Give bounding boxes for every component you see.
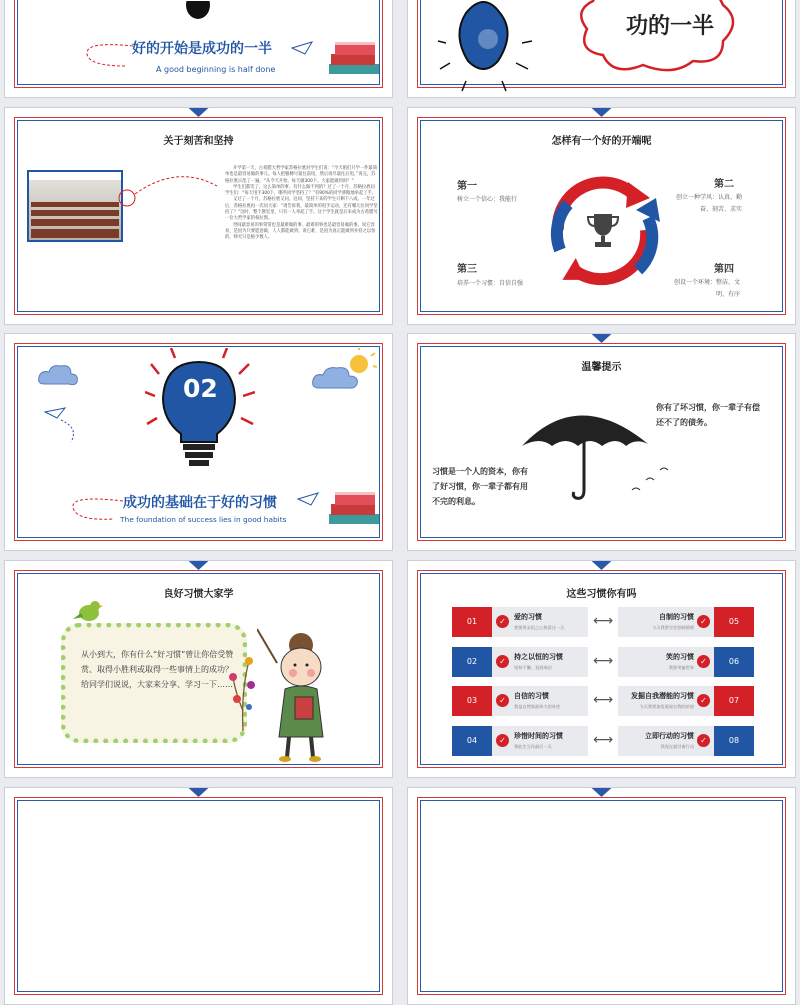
header-tab — [188, 787, 210, 797]
story-paragraph: 又过了一个月，苏格拉底又问，这回，坚持下来的学生只剩下八成。一年过后，苏格拉底再一次问大家：“请告诉我，最简单的甩手运动，还有哪几位同学坚持了？”这时，整个教室里，只有一人举起了手。这个学生就是后来成为古希腊另一位大哲学家的柏拉图。 — [225, 197, 378, 222]
curved-arrow-decoration — [117, 164, 222, 224]
habit-desc: 我要笑遍世界 — [668, 665, 694, 670]
bubble-text: 功的一半 — [626, 14, 715, 39]
slide-1[interactable] — [4, 0, 393, 98]
story-text-block — [225, 166, 378, 242]
double-arrow-icon: ⟷ — [592, 653, 614, 669]
slide-7[interactable] — [4, 560, 393, 778]
habit-number: 07 — [714, 686, 754, 716]
slide-9-partial[interactable] — [4, 787, 393, 1005]
slide-subtitle: The foundation of success lies in good habits — [120, 515, 287, 524]
header-tab — [591, 560, 613, 570]
tip-right-text: 你有了坏习惯，你一辈子有偿还不了的债务。 — [656, 403, 760, 427]
header-tab — [591, 107, 613, 117]
item-4-text: 创设一个环境：整洁、文明、有序 — [674, 279, 741, 298]
teacher-illustration — [257, 627, 347, 763]
double-arrow-icon: ⟷ — [592, 613, 614, 629]
dashed-line-decoration — [63, 489, 127, 529]
auditorium-photo — [27, 170, 123, 242]
habit-row[interactable] — [618, 686, 754, 716]
slide-frame-blue — [17, 800, 380, 992]
habit-number: 06 — [714, 647, 754, 677]
habit-number: 02 — [452, 647, 492, 677]
slide-5[interactable] — [4, 333, 393, 551]
item-3-text: 培养一个习惯：自信自强 — [457, 280, 524, 287]
item-1-heading: 第一 — [457, 181, 477, 192]
habit-desc: 将此生当作最后一天 — [514, 744, 552, 749]
paper-plane-icon — [297, 492, 319, 506]
double-arrow-icon: ⟷ — [592, 732, 614, 748]
item-3-heading: 第三 — [457, 264, 477, 275]
story-paragraph: 开学第一天，古希腊大哲学家苏格拉底对学生们说：“今天咱们只学一件最简单也是最容易做的事儿。每人把胳膊尽量往前甩，然后再尽量往后甩。”说完，苏格拉底示范了一遍。“从今天开始，每天做300下。大家能做到吗？” — [225, 166, 378, 184]
item-4-heading: 第四 — [714, 264, 734, 275]
books-icon — [325, 486, 385, 531]
habit-title: 笑的习惯 — [666, 653, 694, 661]
item-1-text: 树立一个信心：我能行 — [457, 196, 518, 203]
habit-title: 爱的习惯 — [514, 613, 542, 621]
books-icon — [325, 36, 385, 81]
story-paragraph: 世间最容易的事常常也是最难做的事，最难的事也是最容易做的事。说它容易，是因为只要愿意做，人人都能做到；说它难，是因为真正能做到并持之以恒的，终究只是极少数人。 — [225, 222, 376, 241]
habit-row[interactable] — [452, 726, 588, 756]
slide-4[interactable] — [407, 107, 796, 325]
habit-desc: 今天我要加倍重视自我的价值 — [639, 704, 694, 709]
habit-title: 自制的习惯 — [659, 613, 694, 621]
habit-number: 05 — [714, 607, 754, 637]
habit-number: 04 — [452, 726, 492, 756]
flowers-decoration — [229, 651, 259, 731]
check-icon: ✓ — [496, 694, 509, 707]
habit-title: 自信的习惯 — [514, 692, 549, 700]
habit-row[interactable] — [452, 607, 588, 637]
dashed-line-decoration — [75, 36, 135, 76]
slide-title: 好的开始是成功的一半 — [132, 41, 272, 57]
habit-row[interactable] — [452, 686, 588, 716]
check-icon: ✓ — [496, 655, 509, 668]
habit-row[interactable] — [618, 726, 754, 756]
header-tab — [188, 107, 210, 117]
habit-number: 01 — [452, 607, 492, 637]
cloud-icon — [37, 362, 81, 390]
slide-10-partial[interactable] — [407, 787, 796, 1005]
slide-title: 成功的基础在于好的习惯 — [123, 495, 277, 511]
rain-drops-decoration — [630, 460, 674, 500]
habit-row[interactable] — [618, 647, 754, 677]
habit-desc: 坚持不懈，直到成功 — [514, 665, 552, 670]
habit-title: 珍惜时间的习惯 — [514, 732, 563, 740]
item-2-text: 创立一种学风：认真、勤奋、刻苦、求实 — [675, 194, 742, 213]
slide-frame-blue — [420, 800, 783, 992]
check-icon: ✓ — [496, 615, 509, 628]
habit-row[interactable] — [618, 607, 754, 637]
lightbulb-drawing-icon — [436, 0, 536, 93]
check-icon: ✓ — [697, 694, 710, 707]
check-icon: ✓ — [496, 734, 509, 747]
habit-title: 持之以恒的习惯 — [514, 653, 563, 661]
double-arrow-icon: ⟷ — [592, 692, 614, 708]
slide-title: 温馨提示 — [581, 362, 622, 373]
cloud-sun-icon — [311, 348, 377, 392]
habit-desc: 今天我要学会控制情绪 — [652, 625, 694, 630]
slide-title: 怎样有一个好的开端呢 — [551, 136, 652, 147]
lightbulb-icon — [183, 1, 213, 21]
paper-plane-icon — [291, 41, 313, 55]
header-tab — [591, 333, 613, 343]
lightbulb-number-icon — [145, 348, 255, 472]
habit-desc: 我是自然界最伟大的奇迹 — [514, 704, 561, 709]
item-2-heading: 第二 — [714, 179, 734, 190]
habit-number: 08 — [714, 726, 754, 756]
header-tab — [188, 560, 210, 570]
trophy-icon — [586, 212, 620, 248]
check-icon: ✓ — [697, 655, 710, 668]
habit-title: 立即行动的习惯 — [645, 732, 694, 740]
slide-title: 关于刻苦和坚持 — [163, 136, 234, 147]
slide-2[interactable] — [407, 0, 796, 98]
board-text: 从小到大，你有什么“好习惯”曾让你倍受赞赏、取得小胜利或取得一些事情上的成功？给同学们说说，大家来分享、学习一下…… — [81, 650, 234, 689]
slide-subtitle: A good beginning is half done — [156, 65, 276, 74]
habit-row[interactable] — [452, 647, 588, 677]
slide-title: 这些习惯你有吗 — [566, 589, 637, 600]
check-icon: ✓ — [697, 615, 710, 628]
slide-8[interactable] — [407, 560, 796, 778]
habit-desc: 我要用永恒之心热爱这一天 — [514, 625, 565, 630]
habit-desc: 我现在就付诸行动 — [660, 744, 694, 749]
section-number: 02 — [183, 374, 218, 403]
story-paragraph: 学生们都笑了。这么简单的事，有什么做不到的？过了一个月，苏格拉底问学生们：“每天甩手300下，哪些同学坚持了？”有90%的同学骄傲地举起了手。 — [225, 184, 377, 197]
paper-plane-icon — [43, 406, 83, 446]
header-tab — [591, 787, 613, 797]
tip-left-text: 习惯是一个人的资本，你有了好习惯，你一辈子都有用不完的利息。 — [432, 467, 528, 506]
habit-title: 发掘自我潜能的习惯 — [631, 692, 694, 700]
check-icon: ✓ — [697, 734, 710, 747]
slide-3[interactable] — [4, 107, 393, 325]
slide-6[interactable] — [407, 333, 796, 551]
slide-title: 良好习惯大家学 — [163, 589, 234, 600]
habit-number: 03 — [452, 686, 492, 716]
